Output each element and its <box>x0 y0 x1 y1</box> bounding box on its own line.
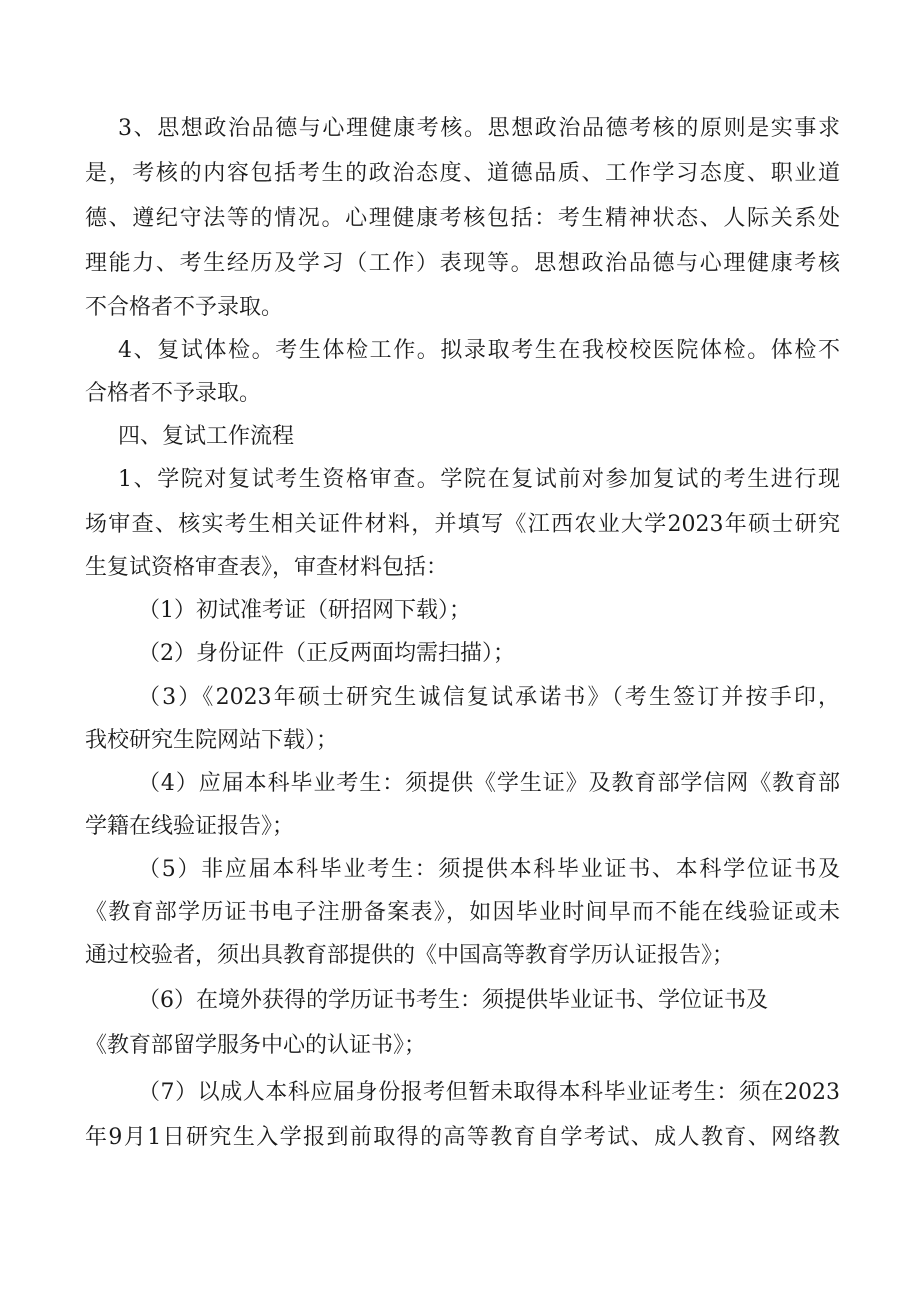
list-item-3-line-2: 我校研究生院网站下载）； <box>85 728 339 753</box>
list-item-4-line-1: （4）应届本科毕业考生：须提供《学生证》及教育部学信网《教育部 <box>138 771 840 796</box>
list-item-1: （1）初试准考证（研招网下载）； <box>138 598 471 623</box>
list-item-7-line-1: （7）以成人本科应届身份报考但暂未取得本科毕业证考生：须在2023 <box>138 1080 840 1105</box>
paragraph-4-line-2: 合格者不予录取。 <box>85 381 262 406</box>
list-item-6-line-2: 《教育部留学服务中心的认证书》； <box>85 1033 427 1058</box>
list-item-5-line-2: 《教育部学历证书电子注册备案表》，如因毕业时间早而不能在线验证或未 <box>85 900 840 925</box>
paragraph-workflow-1-line-2: 场审查、核实考生相关证件材料，并填写《江西农业大学2023年硕士研究 <box>85 512 840 537</box>
paragraph-3-line-5: 不合格者不予录取。 <box>85 295 284 320</box>
paragraph-3-line-3: 德、遵纪守法等的情况。心理健康考核包括：考生精神状态、人际关系处 <box>85 206 840 231</box>
list-item-4-line-2: 学籍在线验证报告》； <box>85 814 295 839</box>
paragraph-3-line-4: 理能力、考生经历及学习（工作）表现等。思想政治品德与心理健康考核 <box>85 251 840 276</box>
list-item-5-line-1: （5）非应届本科毕业考生：须提供本科毕业证书、本科学位证书及 <box>138 857 840 882</box>
paragraph-workflow-1-line-3: 生复试资格审查表》，审查材料包括： <box>85 555 449 580</box>
paragraph-3-line-2: 是，考核的内容包括考生的政治态度、道德品质、工作学习态度、职业道 <box>85 161 840 186</box>
list-item-5-line-3: 通过校验者，须出具教育部提供的《中国高等教育学历认证报告》； <box>85 943 735 968</box>
list-item-6-line-1: （6）在境外获得的学历证书考生：须提供毕业证书、学位证书及 <box>138 988 768 1013</box>
paragraph-workflow-1-line-1: 1、学院对复试考生资格审查。学院在复试前对参加复试的考生进行现 <box>118 467 840 492</box>
section-heading-workflow: 四、复试工作流程 <box>118 424 295 449</box>
list-item-2: （2）身份证件（正反两面均需扫描）； <box>138 641 515 666</box>
paragraph-3-line-1: 3、思想政治品德与心理健康考核。思想政治品德考核的原则是实事求 <box>118 116 840 141</box>
list-item-3-line-1: （3）《2023年硕士研究生诚信复试承诺书》（考生签订并按手印， <box>138 685 840 710</box>
paragraph-4-line-1: 4、复试体检。考生体检工作。拟录取考生在我校校医院体检。体检不 <box>118 338 840 363</box>
list-item-7-line-2: 年9月1日研究生入学报到前取得的高等教育自学考试、成人教育、网络教 <box>85 1125 840 1150</box>
